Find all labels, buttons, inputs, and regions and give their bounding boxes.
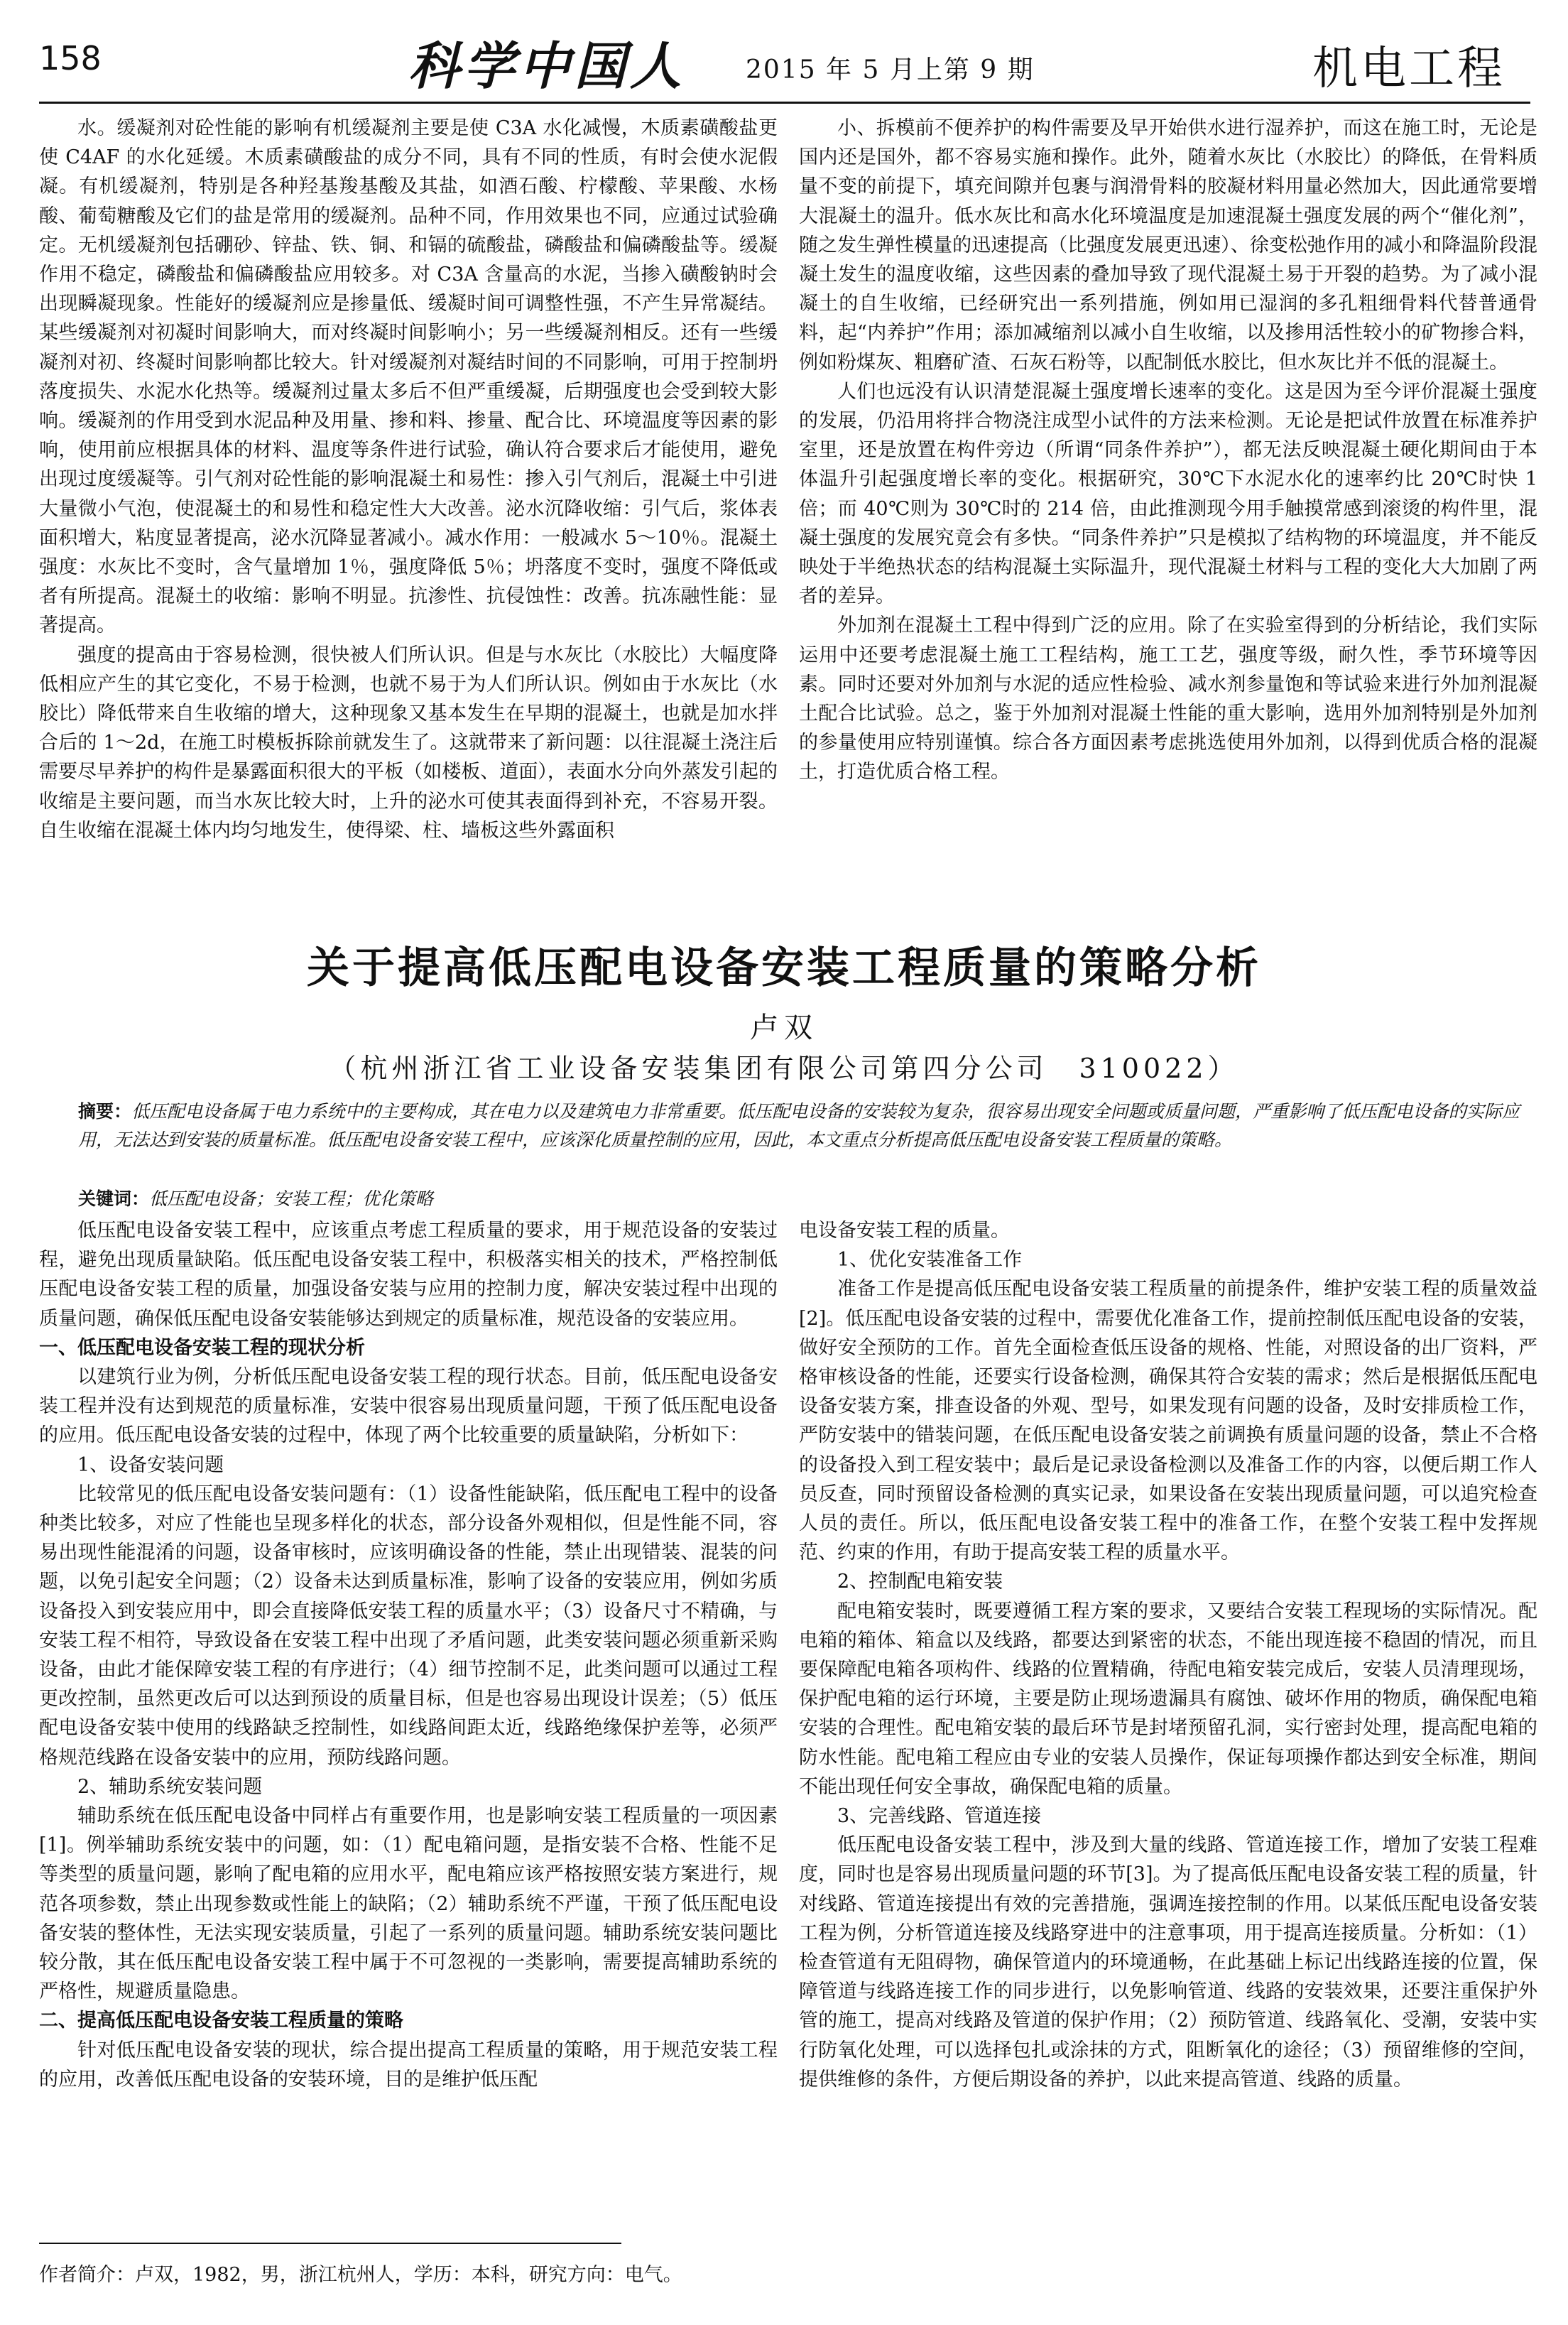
paragraph: 强度的提高由于容易检测，很快被人们所认识。但是与水灰比（水胶比）大幅度降低相应产生的其它变化，不易于检测，也就不易于为人们所认识。例如由于水灰比（水胶比）降低带来自生收缩的增大，这种现象又基本发生在早期的混凝土，也就是加水拌合后的 1～2d，在施工时模板拆除前就发生了。这就带来了新问题：以往混凝土浇注后需要尽早养护的构件是暴露面积很大的平板（如楼板、道面），表面水分向外蒸发引起的收缩是主要问题，而当水灰比较大时，上升的泌水可使其表面得到补充，不容易开裂。自生收缩在混凝土体内均匀地发生，使得梁、柱、墙板这些外露面积 xyxy=(39,644,778,842)
footnote-rule xyxy=(39,2243,621,2244)
subsection-heading: 1、优化安装准备工作 xyxy=(837,1249,1023,1272)
header-rule xyxy=(39,102,1530,104)
page-header xyxy=(39,25,1530,96)
section-name: 机电工程 xyxy=(1312,43,1506,95)
page-number: 158 xyxy=(39,39,102,77)
abstract xyxy=(78,1098,1520,1154)
paragraph: 电设备安装工程的质量。 xyxy=(799,1220,1010,1242)
paragraph: 比较常见的低压配电设备安装问题有：（1）设备性能缺陷，低压配电工程中的设备种类比较多，对应了性能也呈现多样化的状态，部分设备外观相似，但是性能不同，容易出现性能混淆的问题，设备审核时，应该明确设备的性能，禁止出现错装、混装的问题，以免引起安全问题；（2）设备未达到质量标准，影响了设备的安装应用，例如劣质设备投入到安装应用中，即会直接降低安装工程的质量水平；（3）设备尺寸不精确，与安装工程不相符，导致设备在安装工程中出现了矛盾问题，此类安装问题必须重新采购设备，由此才能保障安装工程的有序进行；（4）细节控制不足，此类问题可以通过工程更改控制，虽然更改后可以达到预设的质量目标，但是也容易出现设计误差；（5）低压配电设备安装中使用的线路缺乏控制性，如线路间距太近，线路绝缘保护差等，必须严格规范线路在设备安装中的应用，预防线路问题。 xyxy=(39,1483,778,1769)
paragraph: 辅助系统在低压配电设备中同样占有重要作用，也是影响安装工程质量的一项因素[1]。例举辅助系统安装中的问题，如：（1）配电箱问题，是指安装不合格、性能不足等类型的质量问题，影响了配电箱的应用水平，配电箱应该严格按照安装方案进行，规范各项参数，禁止出现参数或性能上的缺陷；（2）辅助系统不严谨，干预了低压配电设备安装的整体性，无法实现安装质量，引起了一系列的质量问题。辅助系统安装问题比较分散，其在低压配电设备安装工程中属于不可忽视的一类影响，需要提高辅助系统的严格性，规避质量隐患。 xyxy=(39,1805,778,2003)
article-affiliation: （杭州浙江省工业设备安装集团有限公司第四分公司 310022） xyxy=(329,1053,1239,1084)
subsection-heading: 3、完善线路、管道连接 xyxy=(837,1805,1042,1828)
abstract-label: 摘要： xyxy=(78,1101,132,1122)
paragraph: 人们也远没有认识清楚混凝土强度增长速率的变化。这是因为至今评价混凝土强度的发展，仍沿用将拌合物浇注成型小试件的方法来检测。无论是把试件放置在标准养护室里，还是放置在构件旁边（所谓“同条件养护”），都无法反映混凝土硬化期间由于本体温升引起强度增长率的变化。根据研究，30℃下水泥水化的速率约比 20℃时快 1 倍；而 40℃则为 30℃时的 214 倍，由此推测现今用手触摸常感到滚烫的构件里，混凝土强度的发展究竟会有多快。“同条件养护”只是模拟了结构物的环境温度，并不能反映处于半绝热状态的结构混凝土实际温升，现代混凝土材料与工程的变化大大加剧了两者的差异。 xyxy=(799,380,1537,608)
keywords-label: 关键词： xyxy=(78,1188,150,1209)
paragraph: 配电箱安装时，既要遵循工程方案的要求，又要结合安装工程现场的实际情况。配电箱的箱体、箱盒以及线路，都要达到紧密的状态，不能出现连接不稳固的情况，而且要保障配电箱各项构件、线路的位置精确，待配电箱安装完成后，安装人员清理现场，保护配电箱的运行环境，主要是防止现场遗漏具有腐蚀、破坏作用的物质，确保配电箱安装的合理性。配电箱安装的最后环节是封堵预留孔洞，实行密封处理，提高配电箱的防水性能。配电箱工程应由专业的安装人员操作，保证每项操作都达到安全标准，期间不能出现任何安全事故，确保配电箱的质量。 xyxy=(799,1600,1537,1798)
article-author: 卢双 xyxy=(750,1012,818,1044)
upper-left-column xyxy=(39,114,778,923)
journal-masthead: 科学中国人 xyxy=(408,36,686,96)
paragraph: 准备工作是提高低压配电设备安装工程质量的前提条件，维护安装工程的质量效益[2]。低压配电设备安装的过程中，需要优化准备工作，提前控制低压配电设备的安装，做好安全预防的工作。首先全面检查低压设备的规格、性能，对照设备的出厂资料，严格审核设备的性能，还要实行设备检测，确保其符合安装的需求；然后是根据低压配电设备安装方案，排查设备的外观、型号，如果发现有问题的设备，及时安排质检工作，严防安装中的错装问题，在低压配电设备安装之前调换有质量问题的设备，禁止不合格的设备投入到工程安装中；最后是记录设备检测以及准备工作的内容，以便后期工作人员反查，同时预留设备检测的真实记录，如果设备在安装出现质量问题，可以追究检查人员的责任。所以，低压配电设备安装工程中的准备工作，在整个安装工程中发挥规范、约束的作用，有助于提高安装工程的质量水平。 xyxy=(799,1278,1537,1564)
author-footnote: 作者简介：卢双，1982，男，浙江杭州人，学历：本科，研究方向：电气。 xyxy=(39,2264,682,2286)
upper-right-column xyxy=(799,114,1537,923)
subsection-heading: 1、设备安装问题 xyxy=(77,1453,224,1476)
article-title: 关于提高低压配电设备安装工程质量的策略分析 xyxy=(307,943,1261,993)
lower-right-column xyxy=(799,1216,1537,2239)
paragraph: 低压配电设备安装工程中，应该重点考虑工程质量的要求，用于规范设备的安装过程，避免出现质量缺陷。低压配电设备安装工程中，积极落实相关的技术，严格控制低压配电设备安装工程的质量，加强设备安装与应用的控制力度，解决安装过程中出现的质量问题，确保低压配电设备安装能够达到规定的质量标准，规范设备的安装应用。 xyxy=(39,1220,778,1330)
paragraph: 外加剂在混凝土工程中得到广泛的应用。除了在实验室得到的分析结论，我们实际运用中还要考虑混凝土施工工程结构，施工工艺，强度等级，耐久性，季节环境等因素。同时还要对外加剂与水泥的适应性检验、减水剂参量饱和等试验来进行外加剂混凝土配合比试验。总之，鉴于外加剂对混凝土性能的重大影响，选用外加剂特别是外加剂的参量使用应特别谨慎。综合各方面因素考虑挑选使用外加剂，以得到优质合格的混凝土，打造优质合格工程。 xyxy=(799,614,1537,784)
subsection-heading: 2、辅助系统安装问题 xyxy=(77,1775,263,1798)
paragraph: 针对低压配电设备安装的现状，综合提出提高工程质量的策略，用于规范安装工程的应用，改善低压配电设备的安装环境，目的是维护低压配 xyxy=(39,2039,778,2091)
lower-left-column xyxy=(39,1216,778,2239)
abstract-text: 低压配电设备属于电力系统中的主要构成，其在电力以及建筑电力非常重要。低压配电设备的安装较为复杂，很容易出现安全问题或质量问题，严重影响了低压配电设备的实际应用，无法达到安装的质量标准。低压配电设备安装工程中，应该深化质量控制的应用，因此，本文重点分析提高低压配电设备安装工程质量的策略。 xyxy=(78,1101,1520,1150)
paragraph: 低压配电设备安装工程中，涉及到大量的线路、管道连接工作，增加了安装工程难度，同时也是容易出现质量问题的环节[3]。为了提高低压配电设备安装工程的质量，针对线路、管道连接提出有效的完善措施，强调连接控制的作用。以某低压配电设备安装工程为例，分析管道连接及线路穿进中的注意事项，用于提高连接质量。分析如：（1）检查管道有无阻碍物，确保管道内的环境通畅，在此基础上标记出线路连接的位置，保障管道与线路连接工作的同步进行，以免影响管道、线路的安装效果，还要注重保护外管的施工，提高对线路及管道的保护作用；（2）预防管道、线路氧化、受潮，安装中实行防氧化处理，可以选择包扎或涂抹的方式，阻断氧化的途径；（3）预留维修的空间，提供维修的条件，方便后期设备的养护，以此来提高管道、线路的质量。 xyxy=(799,1834,1537,2091)
paragraph: 小、拆模前不便养护的构件需要及早开始供水进行湿养护，而这在施工时，无论是国内还是国外，都不容易实施和操作。此外，随着水灰比（水胶比）的降低，在骨料质量不变的前提下，填充间隙并包裹与润滑骨料的胶凝材料用量必然加大，因此通常要增大混凝土的温升。低水灰比和高水化环境温度是加速混凝土强度发展的两个“催化剂”，随之发生弹性模量的迅速提高（比强度发展更迅速）、徐变松弛作用的减小和降温阶段混凝土发生的温度收缩，这些因素的叠加导致了现代混凝土易于开裂的趋势。为了减小混凝土的自生收缩，已经研究出一系列措施，例如用已湿润的多孔粗细骨料代替普通骨料，起“内养护”作用；添加减缩剂以减小自生收缩，以及掺用活性较小的矿物掺合料，例如粉煤灰、粗磨矿渣、石灰石粉等，以配制低水胶比，但水灰比并不低的混凝土。 xyxy=(799,117,1537,374)
keywords-text: 低压配电设备；安装工程；优化策略 xyxy=(149,1188,434,1209)
paragraph: 以建筑行业为例，分析低压配电设备安装工程的现行状态。目前，低压配电设备安装工程并没有达到规范的质量标准，安装中很容易出现质量问题，干预了低压配电设备的应用。低压配电设备安装的过程中，体现了两个比较重要的质量缺陷，分析如下： xyxy=(39,1366,778,1447)
section-heading: 一、低压配电设备安装工程的现状分析 xyxy=(39,1336,365,1359)
subsection-heading: 2、控制配电箱安装 xyxy=(837,1571,1003,1593)
paragraph: 水。缓凝剂对砼性能的影响有机缓凝剂主要是使 C3A 水化减慢，木质素磺酸盐更使 C4AF 的水化延缓。木质素磺酸盐的成分不同，具有不同的性质，有时会使水泥假凝。有机缓凝剂，特别是各种羟基羧基酸及其盐，如酒石酸、柠檬酸、苹果酸、水杨酸、葡萄糖酸及它们的盐是常用的缓凝剂。品种不同，作用效果也不同，应通过试验确定。无机缓凝剂包括硼砂、锌盐、铁、铜、和镉的硫酸盐，磷酸盐和偏磷酸盐等。缓凝作用不稳定，磷酸盐和偏磷酸盐应用较多。对 C3A 含量高的水泥，当掺入磺酸钠时会出现瞬凝现象。性能好的缓凝剂应是掺量低、缓凝时间可调整性强，不产生异常凝结。某些缓凝剂对初凝时间影响大，而对终凝时间影响小；另一些缓凝剂相反。还有一些缓凝剂对初、终凝时间影响都比较大。针对缓凝剂对凝结时间的不同影响，可用于控制坍落度损失、水泥水化热等。缓凝剂过量太多后不但严重缓凝，后期强度也会受到较大影响。缓凝剂的作用受到水泥品种及用量、掺和料、掺量、配合比、环境温度等因素的影响，使用前应根据具体的材料、温度等条件进行试验，确认符合要求后才能使用，避免出现过度缓凝等。引气剂对砼性能的影响混凝土和易性：掺入引气剂后，混凝土中引进大量微小气泡，使混凝土的和易性和稳定性大大改善。泌水沉降收缩：引气后，浆体表面积增大，粘度显著提高，泌水沉降显著减小。减水作用：一般减水 5～10％。混凝土强度：水灰比不变时，含气量增加 1％，强度降低 5％；坍落度不变时，强度不降低或者有所提高。混凝土的收缩：影响不明显。抗渗性、抗侵蚀性：改善。抗冻融性能：显著提高。 xyxy=(39,117,778,637)
keywords xyxy=(78,1185,1520,1213)
issue-info: 2015 年 5 月上第 9 期 xyxy=(746,55,1035,85)
section-heading: 二、提高低压配电设备安装工程质量的策略 xyxy=(39,2010,403,2032)
